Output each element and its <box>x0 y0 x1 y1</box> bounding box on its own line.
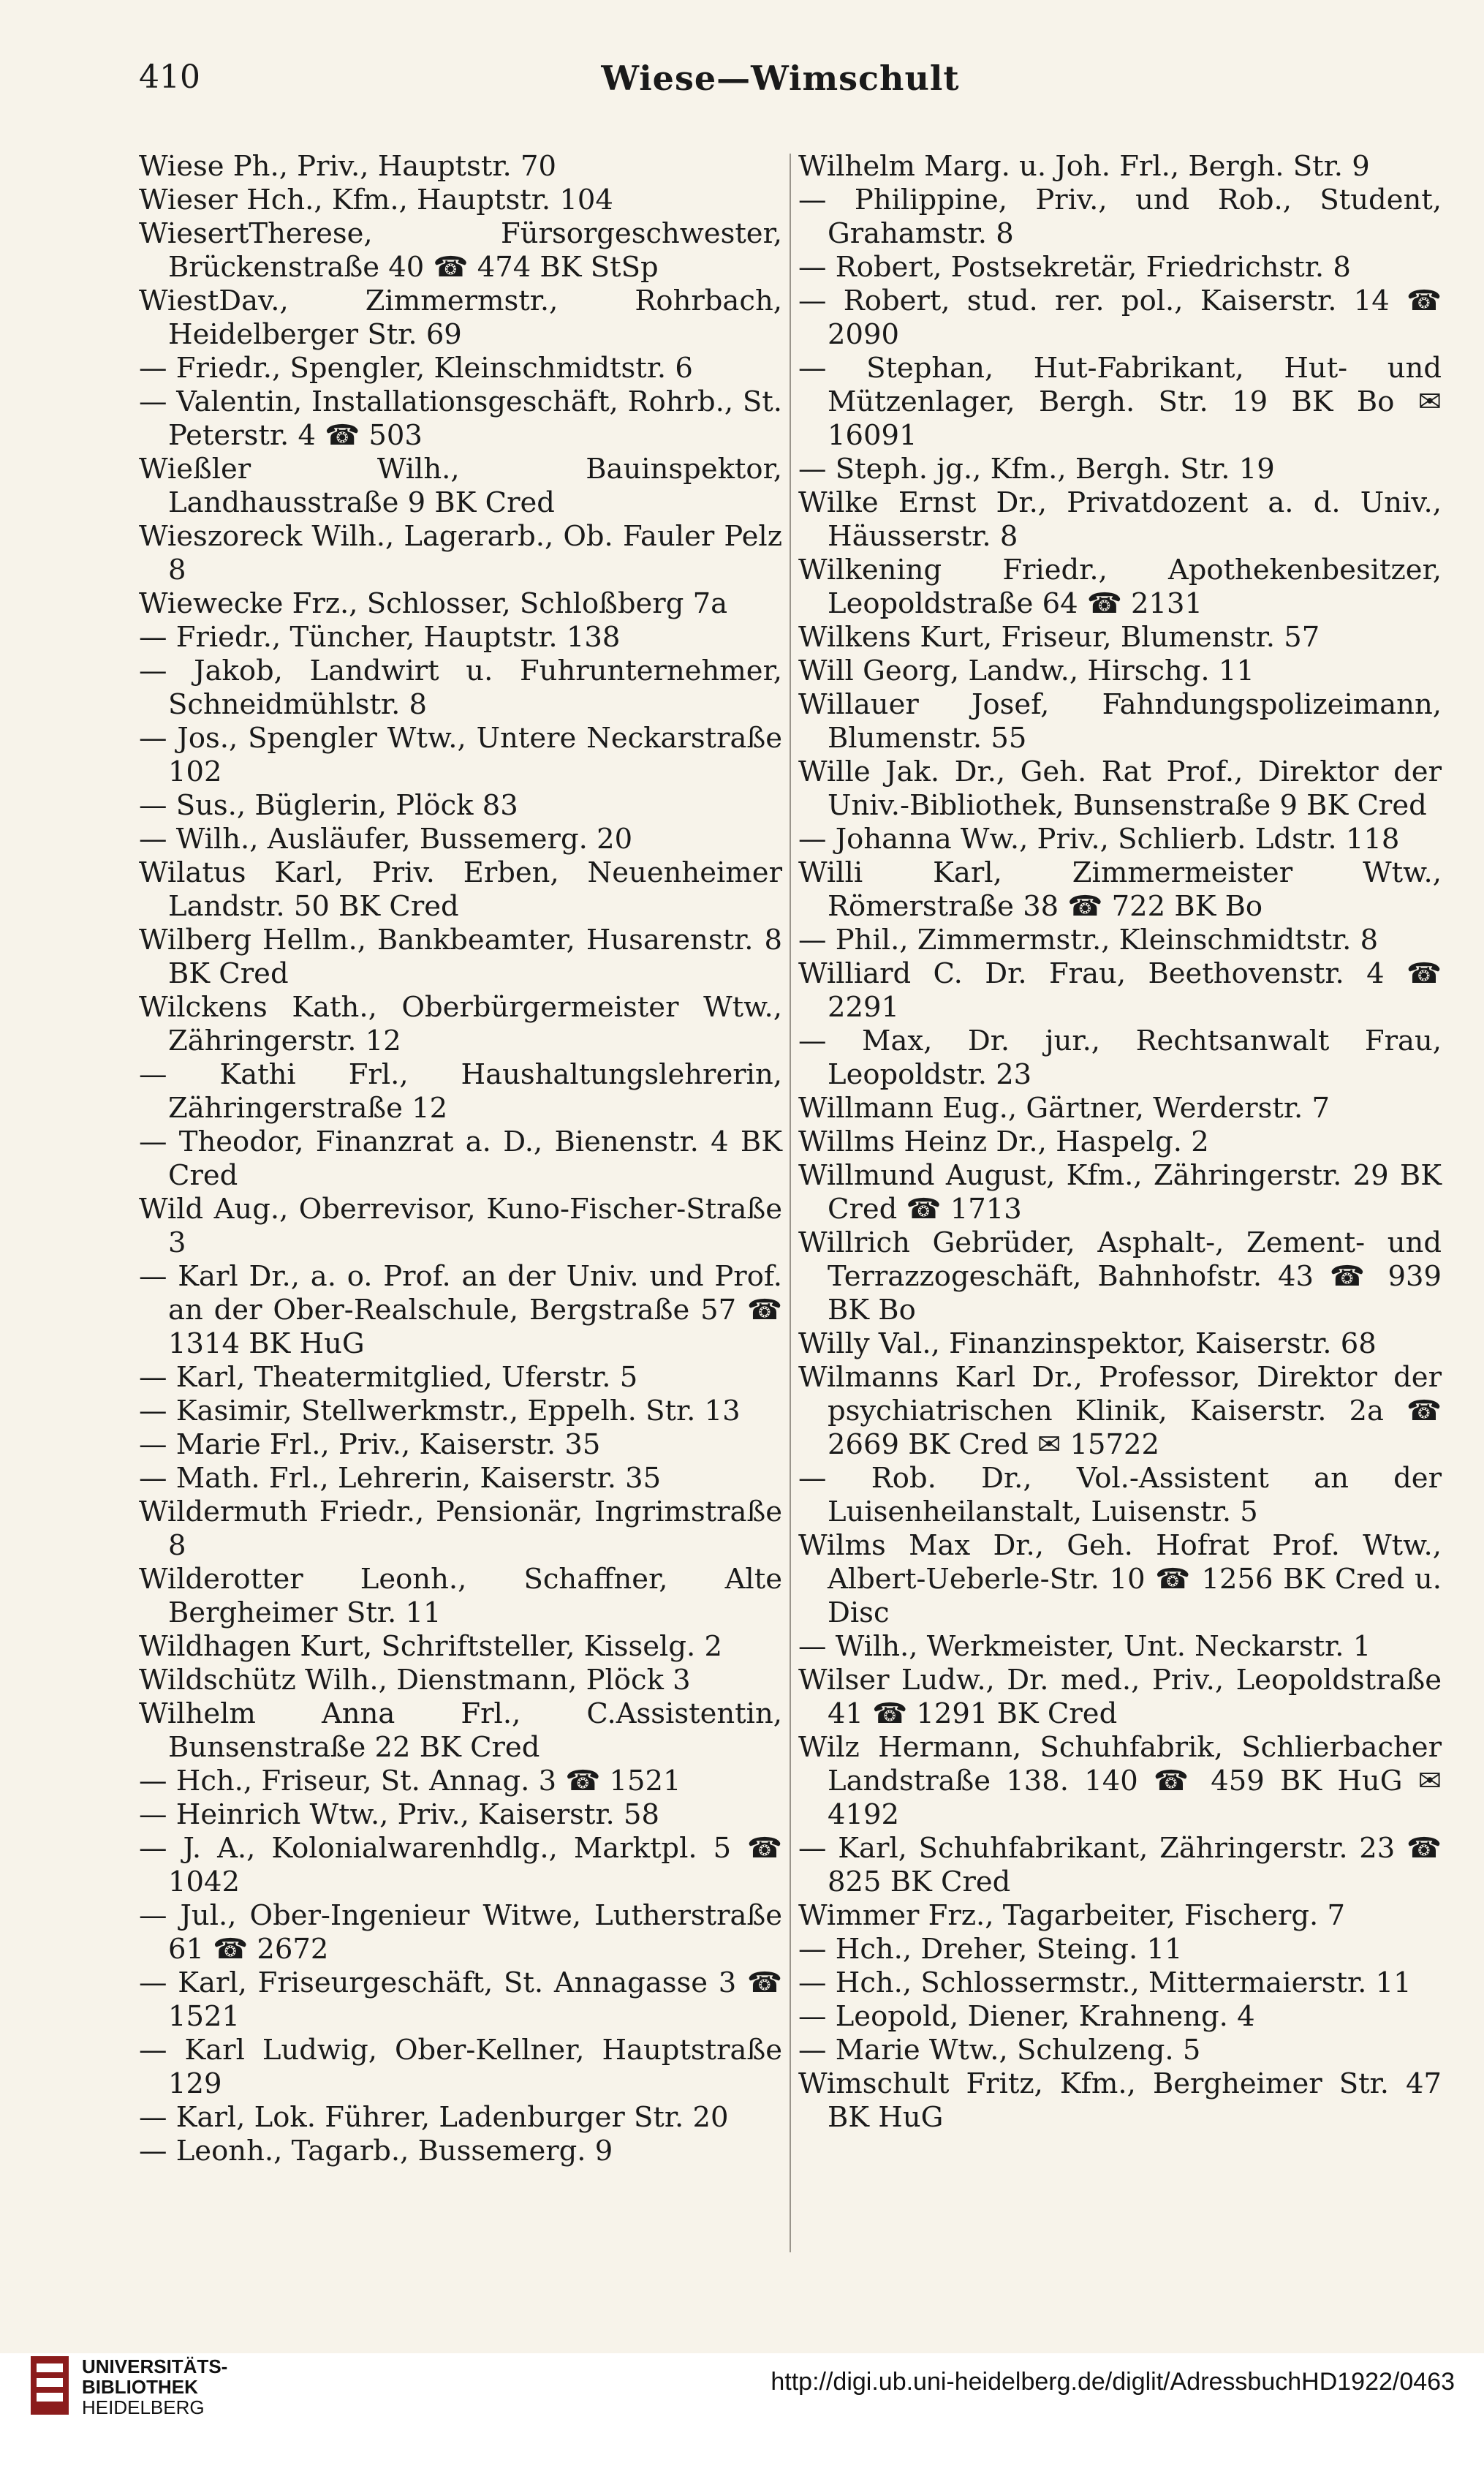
library-line-3: HEIDELBERG <box>82 2396 205 2418</box>
directory-entry: — Kathi Frl., Haushaltungslehrerin, Zähringerstraße 12 <box>139 1058 782 1125</box>
directory-entry: — Friedr., Spengler, Kleinschmidtstr. 6 <box>139 352 693 385</box>
directory-entry: — Stephan, Hut-Fabrikant, Hut- und Mützenlager, Bergh. Str. 19 BK Bo ✉ 16091 <box>798 352 1442 452</box>
directory-entry: — Marie Wtw., Schulzeng. 5 <box>798 2034 1201 2067</box>
page-number: 410 <box>139 59 200 96</box>
directory-entry: Willrich Gebrüder, Asphalt-, Zement- und Terrazzogeschäft, Bahnhofstr. 43 ☎ 939 BK Bo <box>798 1226 1442 1327</box>
page-header <box>139 59 1422 110</box>
directory-entry: — Jos., Spengler Wtw., Untere Neckarstraße 102 <box>139 722 782 788</box>
university-seal-icon <box>29 2355 70 2416</box>
directory-entry: — Max, Dr. jur., Rechtsanwalt Frau, Leopoldstr. 23 <box>798 1025 1442 1091</box>
directory-entry: Wilkening Friedr., Apothekenbesitzer, Leopoldstraße 64 ☎ 2131 <box>798 554 1442 620</box>
directory-entry: Wilhelm Anna Frl., C.Assistentin, Bunsenstraße 22 BK Cred <box>139 1697 782 1764</box>
directory-entry: Wilser Ludw., Dr. med., Priv., Leopoldstraße 41 ☎ 1291 BK Cred <box>798 1664 1442 1730</box>
directory-entry: — Hch., Friseur, St. Annag. 3 ☎ 1521 <box>139 1765 681 1797</box>
directory-entry: — Wilh., Werkmeister, Unt. Neckarstr. 1 <box>798 1630 1371 1663</box>
directory-entry: — Karl, Lok. Führer, Ladenburger Str. 20 <box>139 2101 729 2134</box>
directory-entry: — Kasimir, Stellwerkmstr., Eppelh. Str. 13 <box>139 1395 741 1427</box>
directory-entry: — Friedr., Tüncher, Hauptstr. 138 <box>139 621 621 654</box>
directory-entry: Wilke Ernst Dr., Privatdozent a. d. Univ., Häusserstr. 8 <box>798 486 1442 553</box>
directory-entry: Willmund August, Kfm., Zähringerstr. 29 BK Cred ☎ 1713 <box>798 1159 1442 1226</box>
directory-entry: Wildermuth Friedr., Pensionär, Ingrimstraße 8 <box>139 1495 782 1562</box>
right-column <box>798 150 1442 2135</box>
directory-entry: Wildhagen Kurt, Schriftsteller, Kisselg. 2 <box>139 1630 722 1663</box>
directory-entry: — Karl, Schuhfabrikant, Zähringerstr. 23 ☎ 825 BK Cred <box>798 1832 1442 1898</box>
directory-entry: — Leopold, Diener, Krahneng. 4 <box>798 2000 1255 2033</box>
library-line-1: UNIVERSITÄTS- <box>82 2355 228 2377</box>
directory-entry: — Philippine, Priv., und Rob., Student, Grahamstr. 8 <box>798 184 1442 250</box>
directory-entry: Willms Heinz Dr., Haspelg. 2 <box>798 1125 1209 1158</box>
directory-entry: Wildschütz Wilh., Dienstmann, Plöck 3 <box>139 1664 691 1697</box>
directory-entry: — Rob. Dr., Vol.-Assistent an der Luisenheilanstalt, Luisenstr. 5 <box>798 1462 1442 1528</box>
directory-entry: Wiese Ph., Priv., Hauptstr. 70 <box>139 150 557 183</box>
directory-entry: Wilberg Hellm., Bankbeamter, Husarenstr. 8 BK Cred <box>139 924 782 990</box>
directory-entry: Wießler Wilh., Bauinspektor, Landhausstraße 9 BK Cred <box>139 453 782 519</box>
directory-entry: — Steph. jg., Kfm., Bergh. Str. 19 <box>798 453 1275 486</box>
directory-entry: — Math. Frl., Lehrerin, Kaiserstr. 35 <box>139 1462 662 1495</box>
source-url[interactable]: http://digi.ub.uni-heidelberg.de/diglit/AdressbuchHD1922/0463 <box>771 2368 1455 2396</box>
directory-entry: Will Georg, Landw., Hirschg. 11 <box>798 654 1254 687</box>
directory-entry: Wilms Max Dr., Geh. Hofrat Prof. Wtw., Albert-Ueberle-Str. 10 ☎ 1256 BK Cred u. Disc <box>798 1529 1442 1629</box>
directory-entry: Willmann Eug., Gärtner, Werderstr. 7 <box>798 1092 1330 1125</box>
left-column <box>139 150 782 2168</box>
directory-entry: Wieser Hch., Kfm., Hauptstr. 104 <box>139 184 613 216</box>
directory-entry: — Karl, Friseurgeschäft, St. Annagasse 3 ☎ 1521 <box>139 1966 782 2033</box>
directory-entry: Wilz Hermann, Schuhfabrik, Schlierbacher Landstraße 138. 140 ☎ 459 BK HuG ✉ 4192 <box>798 1731 1442 1831</box>
directory-entry: — Jakob, Landwirt u. Fuhrunternehmer, Schneidmühlstr. 8 <box>139 654 782 721</box>
column-divider <box>790 154 791 2252</box>
directory-entry: — Valentin, Installationsgeschäft, Rohrb., St. Peterstr. 4 ☎ 503 <box>139 385 782 452</box>
directory-entry: Wille Jak. Dr., Geh. Rat Prof., Direktor der Univ.-Bibliothek, Bunsenstraße 9 BK Cred <box>798 755 1442 822</box>
directory-entry: WiestDav., Zimmermstr., Rohrbach, Heidelberger Str. 69 <box>139 284 782 351</box>
directory-entry: — Sus., Büglerin, Plöck 83 <box>139 789 518 822</box>
directory-entry: Wilatus Karl, Priv. Erben, Neuenheimer Landstr. 50 BK Cred <box>139 856 782 923</box>
directory-entry: Williard C. Dr. Frau, Beethovenstr. 4 ☎ 2291 <box>798 957 1442 1024</box>
directory-entry: — Karl Dr., a. o. Prof. an der Univ. und Prof. an der Ober-Realschule, Bergstraße 57 ☎ 1314 BK HuG <box>139 1260 782 1360</box>
directory-entry: Wilmanns Karl Dr., Professor, Direktor der psychiatrischen Klinik, Kaiserstr. 2a ☎ 2669 BK Cred ✉ 15722 <box>798 1361 1442 1461</box>
directory-entry: — Phil., Zimmermstr., Kleinschmidtstr. 8 <box>798 924 1379 957</box>
directory-entry: Wild Aug., Oberrevisor, Kuno-Fischer-Straße 3 <box>139 1193 782 1259</box>
library-line-2: BIBLIOTHEK <box>82 2376 198 2398</box>
directory-entry: — Karl, Theatermitglied, Uferstr. 5 <box>139 1361 638 1394</box>
directory-entry: — Jul., Ober-Ingenieur Witwe, Lutherstraße 61 ☎ 2672 <box>139 1899 782 1966</box>
directory-entry: — Robert, Postsekretär, Friedrichstr. 8 <box>798 251 1351 284</box>
footer <box>0 2353 1484 2490</box>
directory-entry: Wieszoreck Wilh., Lagerarb., Ob. Fauler Pelz 8 <box>139 520 782 586</box>
directory-entry: Wilhelm Marg. u. Joh. Frl., Bergh. Str. 9 <box>798 150 1370 183</box>
directory-entry: Willy Val., Finanzinspektor, Kaiserstr. 68 <box>798 1327 1377 1360</box>
directory-entry: WiesertTherese, Fürsorgeschwester, Brückenstraße 40 ☎ 474 BK StSp <box>139 217 782 284</box>
directory-entry: — Hch., Schlossermstr., Mittermaierstr. 11 <box>798 1966 1412 1999</box>
directory-entry: Wilkens Kurt, Friseur, Blumenstr. 57 <box>798 621 1320 654</box>
directory-entry: — Robert, stud. rer. pol., Kaiserstr. 14 ☎ 2090 <box>798 284 1442 351</box>
directory-entry: — Marie Frl., Priv., Kaiserstr. 35 <box>139 1428 601 1461</box>
directory-entry: Willauer Josef, Fahndungspolizeimann, Blumenstr. 55 <box>798 688 1442 755</box>
directory-entry: — Theodor, Finanzrat a. D., Bienenstr. 4 BK Cred <box>139 1125 782 1192</box>
directory-entry: Wimmer Frz., Tagarbeiter, Fischerg. 7 <box>798 1899 1346 1932</box>
directory-entry: — Leonh., Tagarb., Bussemerg. 9 <box>139 2135 613 2168</box>
directory-entry: Willi Karl, Zimmermeister Wtw., Römerstraße 38 ☎ 722 BK Bo <box>798 856 1442 923</box>
directory-entry: — Wilh., Ausläufer, Bussemerg. 20 <box>139 823 633 856</box>
directory-entry: — Karl Ludwig, Ober-Kellner, Hauptstraße 129 <box>139 2034 782 2100</box>
directory-entry: Wilderotter Leonh., Schaffner, Alte Bergheimer Str. 11 <box>139 1563 782 1629</box>
library-name <box>82 2356 227 2418</box>
page-title: Wiese—Wimschult <box>601 59 960 98</box>
directory-entry: Wimschult Fritz, Kfm., Bergheimer Str. 47 BK HuG <box>798 2067 1442 2134</box>
directory-entry: — J. A., Kolonialwarenhdlg., Marktpl. 5 ☎ 1042 <box>139 1832 782 1898</box>
directory-entry: Wilckens Kath., Oberbürgermeister Wtw., Zähringerstr. 12 <box>139 991 782 1057</box>
directory-entry: — Hch., Dreher, Steing. 11 <box>798 1933 1183 1966</box>
directory-entry: Wiewecke Frz., Schlosser, Schloßberg 7a <box>139 587 728 620</box>
directory-entry: — Johanna Ww., Priv., Schlierb. Ldstr. 118 <box>798 823 1400 856</box>
directory-entry: — Heinrich Wtw., Priv., Kaiserstr. 58 <box>139 1798 660 1831</box>
